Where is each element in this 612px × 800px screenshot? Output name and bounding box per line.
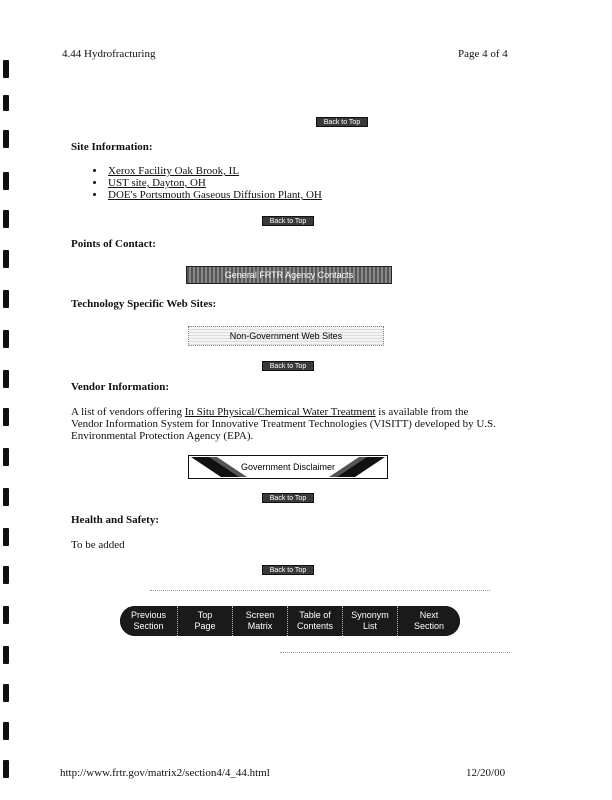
punch-hole xyxy=(3,684,9,702)
non-government-web-sites-button[interactable]: Non-Government Web Sites xyxy=(188,326,384,346)
punch-hole xyxy=(3,722,9,740)
punch-hole xyxy=(3,60,9,78)
punch-hole xyxy=(3,172,9,190)
punch-hole xyxy=(3,408,9,426)
nav-label: Next xyxy=(419,610,439,620)
site-link-portsmouth[interactable]: DOE's Portsmouth Gaseous Diffusion Plant, OH xyxy=(108,189,322,201)
synonym-list-button[interactable] xyxy=(343,606,398,636)
nav-label: Matrix xyxy=(247,621,273,631)
nav-label: Section xyxy=(413,621,445,631)
nav-label: Screen xyxy=(245,610,275,620)
back-to-top-button[interactable]: Back to Top xyxy=(262,565,314,575)
punch-hole xyxy=(3,646,9,664)
nav-label: Page xyxy=(194,621,216,631)
nav-label: Top xyxy=(197,610,213,620)
divider xyxy=(280,652,510,653)
punch-hole xyxy=(3,760,9,778)
back-to-top-button[interactable]: Back to Top xyxy=(262,493,314,503)
site-list xyxy=(86,165,406,201)
footer-date: 12/20/00 xyxy=(466,767,506,779)
nav-label: Section xyxy=(133,621,164,631)
nav-label: Table of xyxy=(299,610,331,620)
web-sites-heading: Technology Specific Web Sites: xyxy=(71,298,217,310)
top-page-button[interactable] xyxy=(178,606,233,636)
site-link-xerox[interactable]: Xerox Facility Oak Brook, IL xyxy=(108,165,240,177)
section-nav-bar xyxy=(120,606,460,636)
government-disclaimer-button[interactable] xyxy=(188,455,388,479)
list-item xyxy=(106,177,406,189)
punch-hole xyxy=(3,210,9,228)
disclaimer-label: Government Disclaimer xyxy=(240,462,336,472)
site-link-ust-dayton[interactable]: UST site, Dayton, OH xyxy=(108,177,206,189)
punch-hole xyxy=(3,448,9,466)
health-and-safety-heading: Health and Safety: xyxy=(71,514,159,526)
nav-label: Previous xyxy=(130,610,166,620)
page-number: Page 4 of 4 xyxy=(458,48,508,60)
punch-hole xyxy=(3,250,9,268)
screen-matrix-button[interactable] xyxy=(233,606,288,636)
table-of-contents-button[interactable] xyxy=(288,606,343,636)
page-title: 4.44 Hydrofracturing xyxy=(62,48,156,60)
nav-label: List xyxy=(362,621,377,631)
list-item xyxy=(106,165,406,177)
vendor-information-heading: Vendor Information: xyxy=(71,381,170,393)
next-section-button[interactable] xyxy=(398,606,460,636)
site-information-heading: Site Information: xyxy=(71,141,153,153)
vendor-link[interactable]: In Situ Physical/Chemical Water Treatment xyxy=(184,406,376,418)
list-item xyxy=(106,189,406,201)
punch-hole xyxy=(3,528,9,546)
punch-hole xyxy=(3,606,9,624)
punch-hole xyxy=(3,330,9,348)
divider xyxy=(150,590,490,591)
punch-hole xyxy=(3,290,9,308)
back-to-top-button[interactable]: Back to Top xyxy=(262,216,314,226)
points-of-contact-heading: Points of Contact: xyxy=(71,238,156,250)
back-to-top-button[interactable]: Back to Top xyxy=(316,117,368,127)
nav-label: Synonym xyxy=(351,610,389,620)
punch-hole xyxy=(3,488,9,506)
nav-label: Contents xyxy=(296,621,334,631)
footer-url: http://www.frtr.gov/matrix2/section4/4_44.html xyxy=(60,767,270,779)
health-and-safety-text: To be added xyxy=(71,539,125,551)
vendor-paragraph: A list of vendors offering In Situ Physical/Chemical Water Treatment is available from the Vendor Information System for Innovative Treatment Technologies (VISITT) developed by U.S. Environmental Protection Agency (EPA). xyxy=(71,406,496,442)
previous-section-button[interactable] xyxy=(120,606,178,636)
punch-hole xyxy=(3,95,9,111)
punch-hole xyxy=(3,566,9,584)
punch-hole xyxy=(3,130,9,148)
back-to-top-button[interactable]: Back to Top xyxy=(262,361,314,371)
punch-hole xyxy=(3,370,9,388)
frtr-contacts-button[interactable]: General FRTR Agency Contacts xyxy=(186,266,392,284)
